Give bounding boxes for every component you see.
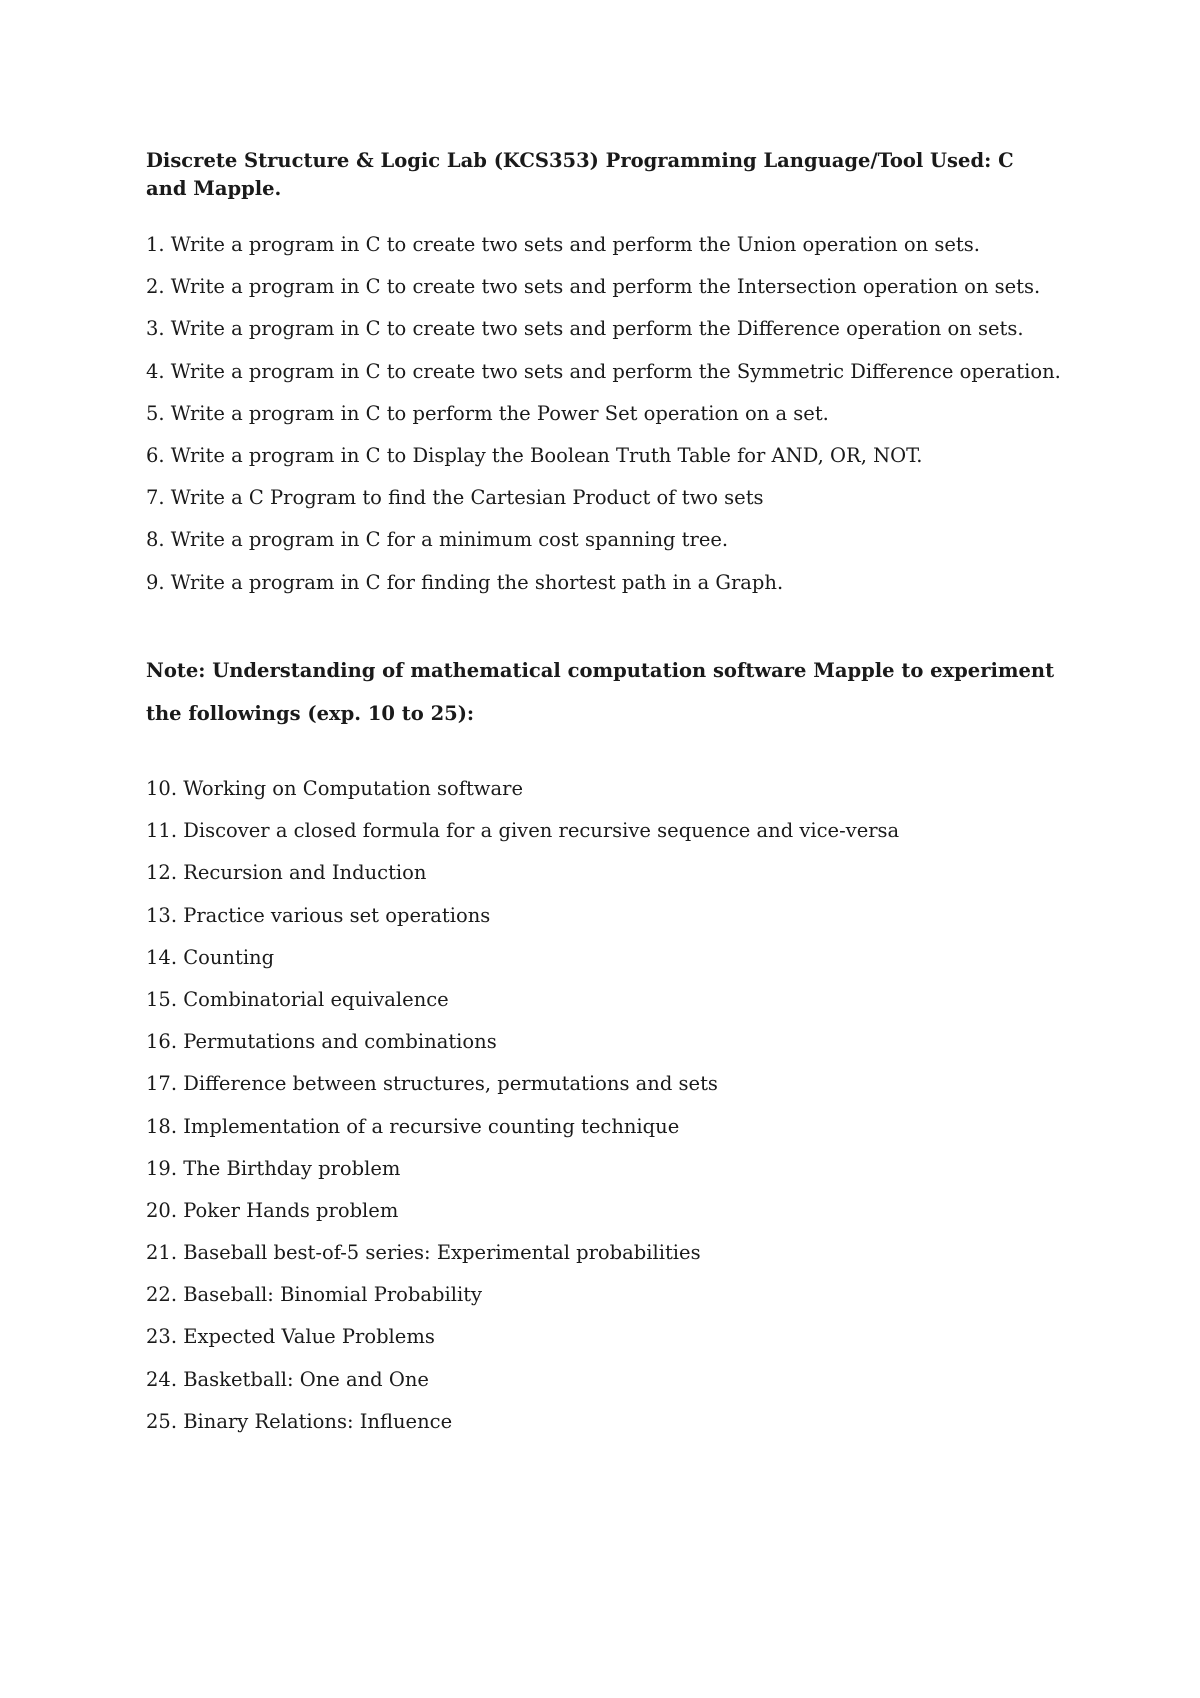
list-item: 10. Working on Computation software [146,777,523,800]
list-item: 9. Write a program in C for finding the shortest path in a Graph. [146,570,784,594]
list-item: 8. Write a program in C for a minimum cost spanning tree. [146,528,729,552]
c-programs-list [146,233,1061,613]
list-item: 19. The Birthday problem [146,1156,401,1180]
list-item: 18. Implementation of a recursive counting technique [146,1114,680,1138]
list-item: 22. Baseball: Binomial Probability [146,1283,483,1307]
mapple-note: Note: Understanding of mathematical computation software Mapple to experiment the followings (exp. 10 to 25): [146,659,1055,725]
mapple-experiments-list [146,777,899,1452]
list-item: 15. Combinatorial equivalence [146,987,449,1011]
list-item: 17. Difference between structures, permutations and sets [146,1072,718,1096]
list-item: 7. Write a C Program to find the Cartesian Product of two sets [146,486,764,510]
list-item: 5. Write a program in C to perform the Power Set operation on a set. [146,401,829,425]
list-item: 13. Practice various set operations [146,903,491,927]
document-heading: Discrete Structure & Logic Lab (KCS353) Programming Language/Tool Used: C and Mapple. [146,149,1014,200]
list-item: 6. Write a program in C to Display the Boolean Truth Table for AND, OR, NOT. [146,443,923,467]
list-item: 20. Poker Hands problem [146,1198,399,1222]
list-item: 4. Write a program in C to create two sets and perform the Symmetric Difference operation. [146,359,1061,383]
list-item: 25. Binary Relations: Influence [146,1409,453,1433]
list-item: 23. Expected Value Problems [146,1325,435,1349]
list-item: 12. Recursion and Induction [146,861,427,885]
list-item: 1. Write a program in C to create two sets and perform the Union operation on sets. [146,233,980,256]
list-item: 3. Write a program in C to create two sets and perform the Difference operation on sets. [146,317,1024,341]
list-item: 11. Discover a closed formula for a given recursive sequence and vice-versa [146,819,900,843]
list-item: 14. Counting [146,945,275,969]
list-item: 2. Write a program in C to create two sets and perform the Intersection operation on sets. [146,275,1041,299]
list-item: 16. Permutations and combinations [146,1030,497,1054]
list-item: 24. Basketball: One and One [146,1367,429,1391]
list-item: 21. Baseball best-of-5 series: Experimental probabilities [146,1241,701,1265]
